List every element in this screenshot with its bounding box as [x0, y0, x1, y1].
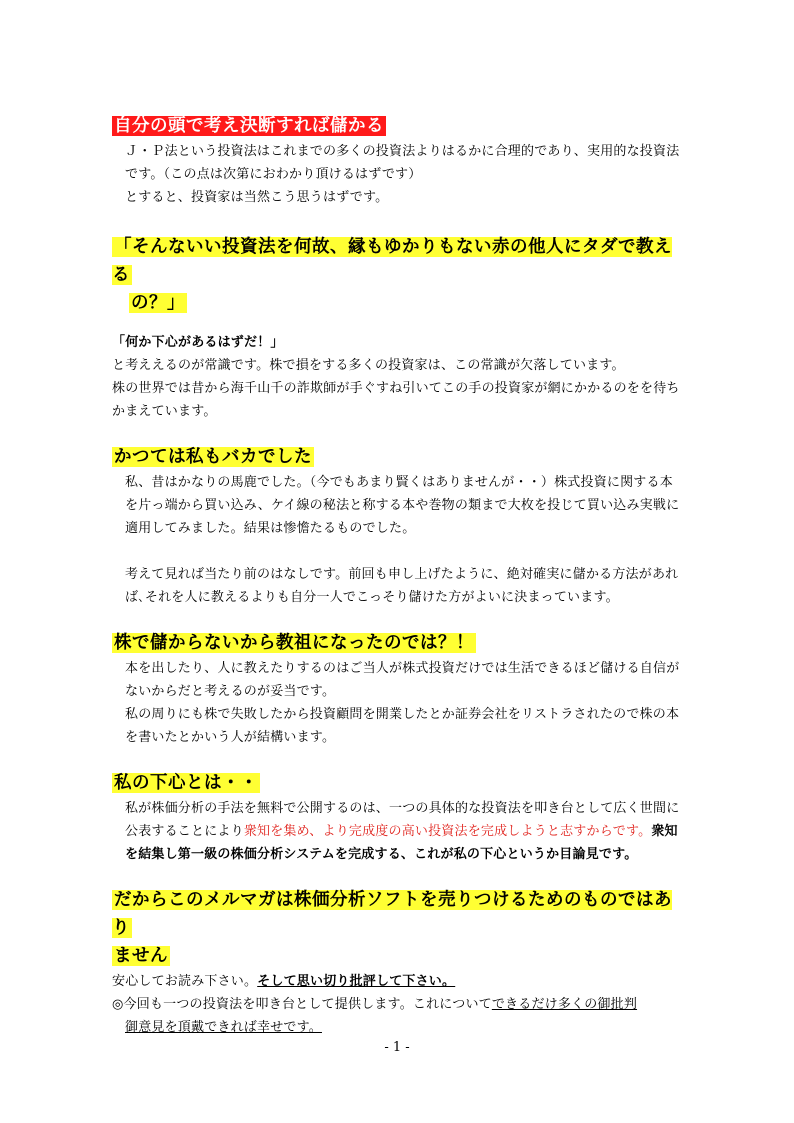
- section-heading-3: [112, 443, 682, 471]
- paragraph: 私、昔はかなりの馬鹿でした。（今でもあまり賢くはありませんが・・）株式投資に関する本を片っ端から買い込み、ケイ線の秘法と称する本や巻物の類まで大枚を投じて買い込み実戦に適用してみました。結果は惨憺たるものでした。: [125, 475, 680, 536]
- highlight-red-text: 衆知を集め、より完成度の高い投資法を完成しようと志すからです。: [243, 824, 652, 839]
- bold-text: 衆知を結集し第一級の株価分析システムを完成する、これが私の下心というか目論見です。: [125, 824, 678, 862]
- heading-text: かつては私もバカでした: [114, 447, 312, 467]
- section-heading-2: [112, 233, 682, 317]
- quote-text: 「何か下心があるはずだ！」: [112, 335, 284, 350]
- paragraph-text: ◎今回も一つの投資法を叩き台として提供します。これについて: [112, 997, 492, 1012]
- section-heading-6: [112, 886, 682, 970]
- underlined-bold-text: そして思い切り批評して下さい。: [257, 974, 456, 989]
- paragraph: 考えて見れば当たり前のはなしです。前回も申し上げたように、絶対確実に儲かる方法があれば､それを人に教えるよりも自分一人でこっそり儲けた方がよいに決まっています。: [125, 567, 679, 605]
- paragraph: 本を出したり、人に教えたりするのはご当人が株式投資だけでは生活できるほど儲ける自信がないからだと考えるのが妥当です。: [125, 661, 680, 699]
- page-number: - 1 -: [384, 1040, 410, 1055]
- paragraph: Ｊ・Ｐ法という投資法はこれまでの多くの投資法よりはるかに合理的であり、実用的な投資法です。（この点は次第におわかり頂けるはずです）: [125, 144, 680, 182]
- heading-text: 株で儲からないから教祖になったのでは？！: [114, 633, 474, 653]
- section-heading-1: [112, 112, 682, 140]
- underlined-text: 御意見を頂戴できれば幸せです。: [125, 1020, 322, 1035]
- heading-text: 自分の頭で考え決断すれば儲かる: [114, 116, 384, 136]
- paragraph-text: 私が株価分析の手法を無料で公開するのは、一つの具体的な投資法を叩き台として広く世間に公表することにより: [125, 801, 680, 839]
- heading-text-line1: 「そんないい投資法を何故、縁もゆかりもない赤の他人にタダで教える: [112, 237, 672, 285]
- paragraph: 私の周りにも株で失敗したから投資顧問を開業したとか証券会社をリストラされたので株の本を書いたとかいう人が結構います。: [125, 707, 680, 745]
- document-body: [112, 112, 682, 1039]
- section-heading-5: [112, 769, 682, 797]
- heading-text: 私の下心とは・・: [114, 773, 258, 793]
- underlined-text: できるだけ多くの御批判: [491, 997, 638, 1012]
- heading-text-line1: だからこのメルマガは株価分析ソフトを売りつけるためのものではあり: [112, 890, 672, 938]
- heading-text-line2: ません: [114, 946, 168, 966]
- paragraph: と考ええるのが常識です。株で損をする多くの投資家は、この常識が欠落しています。: [112, 358, 625, 373]
- section-heading-4: [112, 629, 682, 657]
- paragraph: とすると、投資家は当然こう思うはずです。: [125, 190, 389, 205]
- paragraph: 株の世界では昔から海千山千の詐欺師が手ぐすね引いてこの手の投資家が網にかかるのをを待ちかまえています。: [112, 381, 680, 419]
- heading-text-line2: の？」: [131, 293, 185, 313]
- paragraph: [112, 993, 682, 1039]
- paragraph: [112, 970, 682, 993]
- paragraph: [112, 797, 682, 866]
- paragraph-text: 安心してお読み下さい。: [112, 974, 258, 989]
